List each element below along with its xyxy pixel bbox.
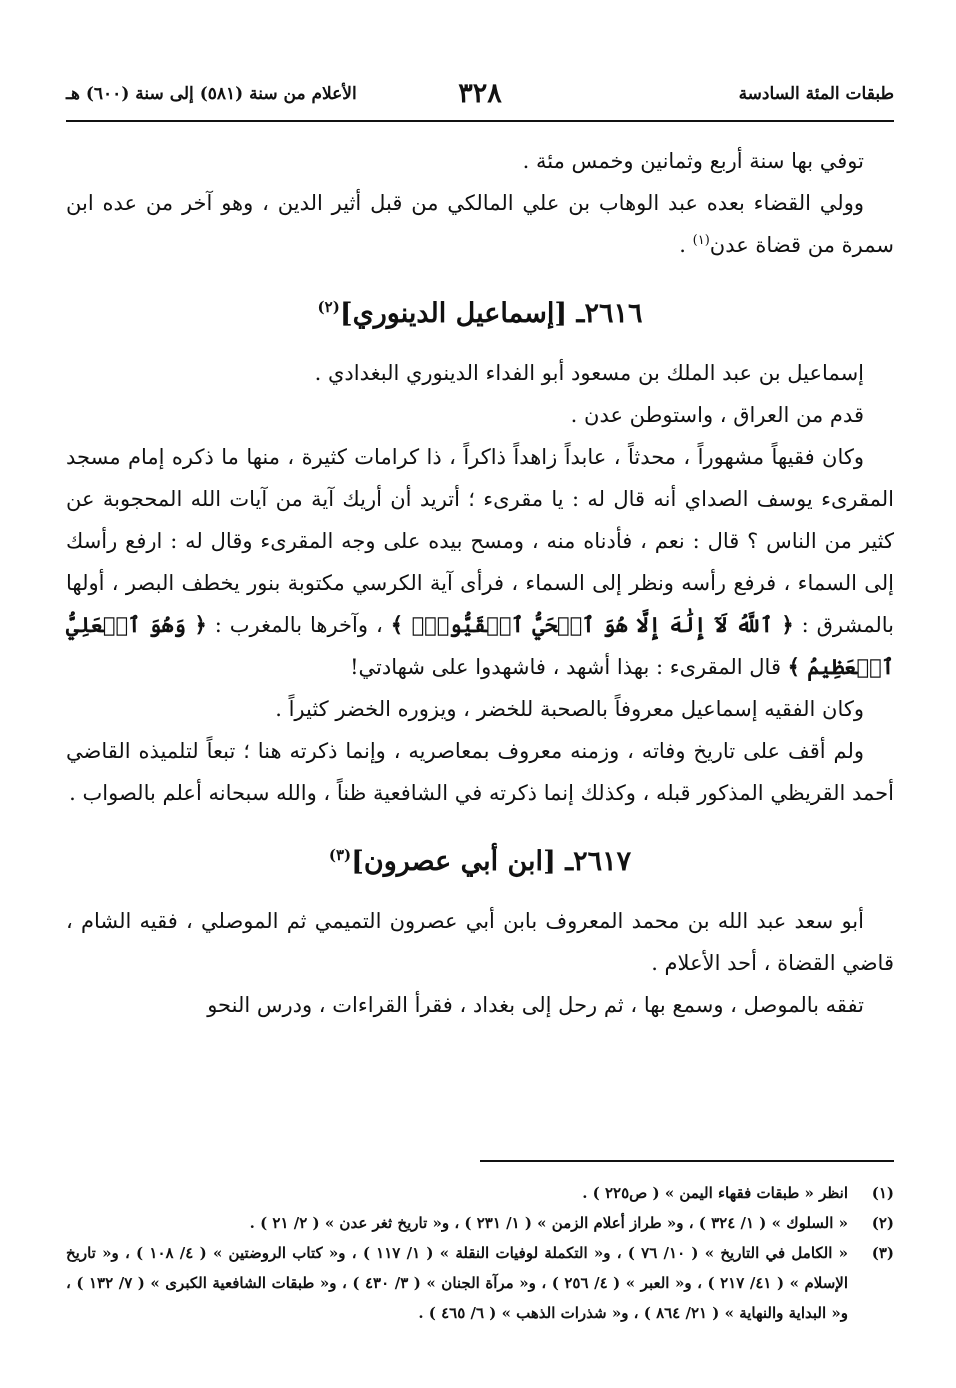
page-number: ٣٢٨ (458, 78, 502, 109)
header-rule (66, 120, 894, 122)
footnote (66, 1238, 894, 1328)
paragraph: تفقه بالموصل ، وسمع بها ، ثم رحل إلى بغداد ، فقرأ القراءات ، ودرس النحو (207, 993, 864, 1017)
footnote-text: « الكامل في التاريخ » ( ١٠/ ٧٦ ) ، و« التكملة لوفيات النقلة » ( ١/ ١١٧ ) ، و« كتاب الروضتين » ( ٤/ ١٠٨ ) ، و« تاريخ الإسلام » ( ٤١/ ٢١٧ ) ، و« العبر » ( ٤/ ٢٥٦ ) ، و« مرآة الجنان » ( ٣/ ٤٣٠ ) ، و« طبقات الشافعية الكبرى » ( ٧/ ١٣٢ ) ، و« البداية والنهاية » ( ٢١/ ٨٦٤ ) ، و« شذرات الذهب » ( ٦/ ٤٦٥ ) . (66, 1244, 849, 1322)
entry-heading-2617 (66, 842, 894, 882)
paragraph: توفي بها سنة أربع وثمانين وخمس مئة . (522, 149, 864, 173)
paragraph-text: وولي القضاء بعده عبد الوهاب بن علي المالكي من قبل أثير الدين ، وهو آخر من عده ابن سمرة من قضاة عدن (66, 191, 894, 257)
footnote-ref[interactable]: (٢) (317, 298, 340, 316)
entry-number: ٢٦١٦ـ (567, 298, 643, 329)
paragraph (66, 436, 894, 688)
footnote-number: (٣) (871, 1244, 894, 1262)
running-header (66, 78, 894, 112)
paragraph (66, 182, 894, 266)
header-year-range: الأعلام من سنة (٥٨١) إلى سنة (٦٠٠) هـ (66, 84, 357, 104)
paragraph-text: وكان فقيهاً مشهوراً ، محدثاً ، عابداً زاهداً ذاكراً ، ذا كرامات كثيرة ، منها ما ذكره إمام مسجد المقرىء يوسف الصداي أنه قال له : يا مقرىء ؛ أتريد أن أريك آية من آيات الله المحجوبة عن كثير من الناس ؟ قال : نعم ، فأدناه منه ، ومسح بيده على وجه المقرىء وقال له : ارفع رأسك إلى السماء ، فرفع رأسه ونظر إلى السماء ، فرأى آية الكرسي مكتوبة بنور يخطف البصر ، أولها بالمشرق : (66, 445, 895, 637)
main-text (66, 140, 894, 1026)
paragraph-end: . (679, 233, 693, 257)
entry-name: [إسماعيل الدينوري] (339, 298, 568, 329)
entry-name: [ابن أبي عصرون] (351, 846, 556, 877)
paragraph: ولم أقف على تاريخ وفاته ، وزمنه معروف بمعاصريه ، وإنما ذكرته هنا ؛ تبعاً لتلميذه القاضي أحمد القريظي المذكور قبله ، وكذلك إنما ذكرته في الشافعية ظناً ، والله سبحانه أعلم بالصواب . (66, 739, 894, 805)
paragraph-text: ، وآخرها بالمغرب : (206, 613, 391, 637)
header-book-section: طبقات المئة السادسة (738, 84, 894, 104)
quran-verse: ﴿ ٱللَّهُ لَآ إِلَٰهَ إِلَّا هُوَ ٱلۡحَيُّ ٱلۡقَيُّومُۚ ﴾ (390, 612, 794, 637)
paragraph-text: قال المقرىء : بهذا أشهد ، فاشهدوا على شهادتي! (350, 655, 788, 679)
footnote (66, 1178, 894, 1208)
paragraph: قدم من العراق ، واستوطن عدن . (570, 403, 864, 427)
entry-number: ٢٦١٧ـ (555, 846, 632, 877)
paragraph: وكان الفقيه إسماعيل معروفاً بالصحبة للخضر ، ويزوره الخضر كثيراً . (275, 697, 864, 721)
footnote-ref[interactable]: (١) (692, 233, 710, 248)
paragraph: أبو سعد عبد الله بن محمد المعروف بابن أبي عصرون التميمي ثم الموصلي ، فقيه الشام ، قاضي القضاة ، أحد الأعلام . (66, 909, 894, 975)
footnotes (66, 1178, 894, 1328)
footnote-number: (١) (871, 1184, 894, 1202)
footnote-ref[interactable]: (٣) (328, 846, 352, 864)
quran-verse: ﴿ وَهُوَ ٱلۡعَلِيُّ ٱلۡعَظِيمُ ﴾ (66, 612, 894, 679)
footnote-rule (480, 1160, 894, 1162)
paragraph: إسماعيل بن عبد الملك بن مسعود أبو الفداء الدينوري البغدادي . (314, 361, 864, 385)
footnote-text: « السلوك » ( ١/ ٣٢٤ ) ، و« طراز أعلام الزمن » ( ١/ ٢٣١ ) ، و« تاريخ ثغر عدن » ( ٢/ ٢١ ) . (249, 1214, 848, 1232)
footnote-text: انظر « طبقات فقهاء اليمن » ( ص٢٢٥ ) . (582, 1184, 848, 1202)
footnote-number: (٢) (871, 1214, 894, 1232)
footnote (66, 1208, 894, 1238)
entry-heading-2616 (66, 294, 894, 334)
